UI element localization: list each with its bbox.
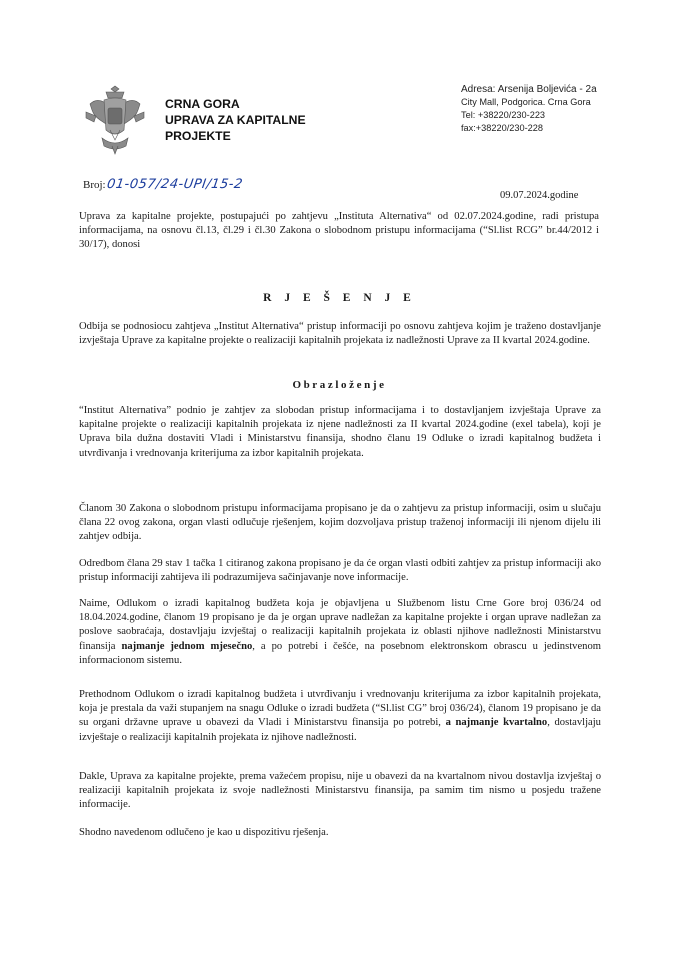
address-city: City Mall, Podgorica. Crna Gora xyxy=(461,97,591,107)
coat-of-arms-icon xyxy=(84,82,146,156)
p5-bold: a najmanje kvartalno xyxy=(445,717,548,729)
decision-heading: R J E Š E N J E xyxy=(263,292,416,304)
address-fax: fax:+38220/230-228 xyxy=(461,123,543,133)
decision-paragraph: Odbija se podnosiocu zahtjeva „Institut Alternativa“ pristup informaciji po osnovu zahtjeva kojim je traženo dostavljanje izvještaja Uprave za kapitalne projekte o realizaciji kapitalnih projekata iz nadležnosti Uprave za II kvartal 2024.godine. xyxy=(79,321,601,347)
reference-label: Broj: xyxy=(83,179,106,191)
document-date: 09.07.2024.godine xyxy=(500,190,579,201)
p4-text-a: Naime, Odlukom o izradi kapitalnog budžeta koja je objavljena u Službenom listu Crne Gore broj 036/24 od 18.04.2024.godine, članom 19 propisano je da je organ uprave nadležan za kapitalne projekte i organ uprave nadležan za poslove saobraćaja, dostavljaju izvještaj o realizaciji kapitalnih projekata iz oblasti njihove nadležnosti Ministarstvu finansija xyxy=(79,598,601,652)
reasoning-paragraph-2: Članom 30 Zakona o slobodnom pristupu informacijama propisano je da o zahtjevu za pristup informaciji, osim u slučaju člana 22 ovog zakona, organ vlasti odlučuje rješenjem, kojim dozvoljava pristup traženoj informaciji ili njenom dijelu ili zahtjev odbija. xyxy=(79,503,601,543)
reference-handwritten: 01-057/24-UPI/15-2 xyxy=(105,177,244,192)
organization-name xyxy=(165,96,306,144)
org-line-country: CRNA GORA xyxy=(165,97,240,111)
reasoning-heading: Obrazloženje xyxy=(292,379,387,391)
reasoning-paragraph-6: Dakle, Uprava za kapitalne projekte, prema važećem propisu, nije u obavezi da na kvartalnom nivou dostavlja izvještaj o realizaciji kapitalnih projekata iz svoje nadležnosti Ministarstvu finansija, pa samim tim nismo u posjedu tražene informacije. xyxy=(79,771,601,811)
address-street: Adresa: Arsenija Boljevića - 2a xyxy=(461,84,597,95)
p4-text-b: , a po potrebi i češće, na posebnom elektronskom obrascu u jedinstvenom informacionom sistemu. xyxy=(79,640,601,666)
org-line-agency: UPRAVA ZA KAPITALNE xyxy=(165,113,306,127)
p5-text-b: , dostavljaju izvještaje o realizaciji kapitalnih projekata iz njihove nadležnosti. xyxy=(79,717,601,743)
reasoning-paragraph-3: Odredbom člana 29 stav 1 tačka 1 citiranog zakona propisano je da će organ vlasti odbiti zahtjev za pristup informaciji ako pristup informaciji zahtijeva ili podrazumijeva sačinjavanje nove informacije. xyxy=(79,558,601,584)
address-phone: Tel: +38220/230-223 xyxy=(461,110,546,120)
p4-bold: najmanje jednom mjesečno xyxy=(121,640,253,652)
reasoning-paragraph-1: “Institut Alternativa” podnio je zahtjev za slobodan pristup informacijama i to dostavljanjem izvještaja Uprave za kapitalne projekte o realizaciji kapitalnih projekata iz njene nadležnosti za II kvartal 2024.godine (exel tabela), koji je Uprava bila dužna dostaviti Vladi i Ministarstvu finansija, shodno članu 19 Odluke o izradi kapitalnog budžeta i utvrđivanja i vrednovanja kriterijuma za izbor kapitalnih projekata. xyxy=(79,405,601,459)
intro-paragraph: Uprava za kapitalne projekte, postupajući po zahtjevu „Instituta Alternativa“ od 02.07.2024.godine, radi pristupa informacijama, na osnovu čl.13, čl.29 i čl.30 Zakona o slobodnom pristupu informacijama (“Sl.list RCG” br.44/2012 i 30/17), donosi xyxy=(79,211,599,250)
address-block xyxy=(461,83,597,135)
reasoning-paragraph-4 xyxy=(79,597,601,668)
p5-text-a: Prethodnom Odlukom o izradi kapitalnog budžeta i utvrđivanju i vrednovanju kriterijuma za izbor kapitalnih projekata, koja je prestala da važi stupanjem na snagu Odluke o izradi budžeta (“Sl.list CG” broj 036/24), članom 19 propisano je da su organi državne uprave u obavezi da Vladi i Ministarstvu finansija po potrebi, xyxy=(79,689,601,729)
conclusion-paragraph: Shodno navedenom odlučeno je kao u dispozitivu rješenja. xyxy=(79,827,329,838)
org-line-agency-cont: PROJEKTE xyxy=(165,129,231,143)
reasoning-paragraph-5 xyxy=(79,688,601,745)
reference-number xyxy=(83,177,242,192)
